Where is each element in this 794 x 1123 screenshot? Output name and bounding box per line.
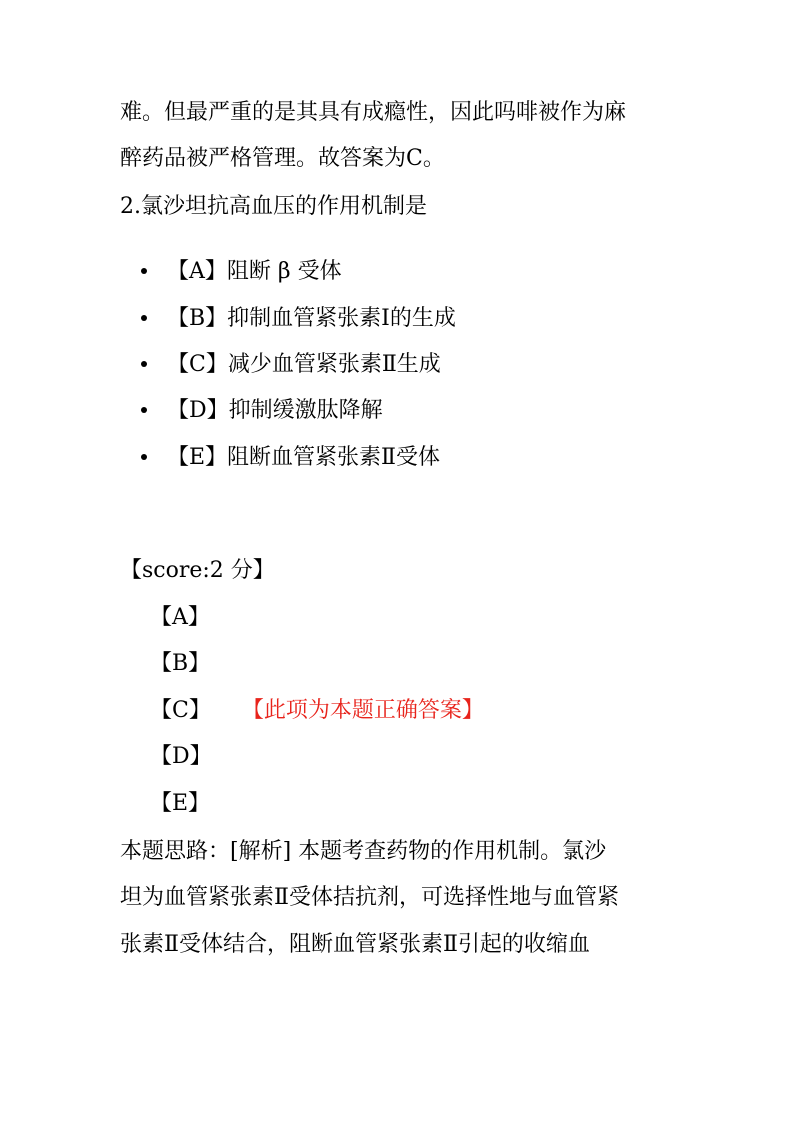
choice-item — [141, 443, 440, 473]
choice-item — [141, 396, 383, 426]
explanation-line-2: 坦为血管紧张素Ⅱ受体拮抗剂，可选择性地与血管紧 — [120, 885, 619, 910]
answer-option — [150, 603, 210, 633]
bullet-icon — [141, 407, 147, 413]
intro-line-2: 醉药品被严格管理。故答案为C。 — [120, 146, 445, 171]
correct-answer-note: 【此项为本题正确答案】 — [252, 698, 484, 723]
answer-option — [150, 649, 210, 679]
choice-text: 【D】抑制缓激肽降解 — [167, 398, 383, 423]
choice-item — [141, 350, 441, 380]
answer-option-label: 【C】 — [150, 698, 211, 723]
question-text: 2.氯沙坦抗高血压的作用机制是 — [120, 194, 427, 219]
intro-line-1: 难。但最严重的是其具有成瘾性，因此吗啡被作为麻 — [120, 100, 627, 125]
choice-text: 【B】抑制血管紧张素Ⅰ的生成 — [167, 306, 456, 331]
answer-option — [150, 789, 210, 819]
answer-option-label: 【E】 — [150, 791, 211, 816]
bullet-icon — [141, 454, 147, 460]
score-label: 【score:2 分】 — [120, 558, 275, 583]
answer-option — [150, 696, 484, 726]
bullet-icon — [141, 361, 147, 367]
answer-option — [150, 742, 212, 772]
answer-option-label: 【D】 — [150, 744, 212, 769]
explanation-line-1: 本题思路：[解析] 本题考查药物的作用机制。氯沙 — [120, 839, 607, 864]
choice-item — [141, 257, 342, 287]
choice-item — [141, 304, 456, 334]
bullet-icon — [141, 268, 147, 274]
answer-option-label: 【A】 — [150, 605, 210, 630]
answer-option-label: 【B】 — [150, 651, 211, 676]
choice-text: 【E】阻断血管紧张素Ⅱ受体 — [167, 445, 441, 470]
choice-text: 【A】阻断 β 受体 — [167, 259, 342, 284]
bullet-icon — [141, 315, 147, 321]
explanation-line-3: 张素Ⅱ受体结合，阻断血管紧张素Ⅱ引起的收缩血 — [120, 932, 590, 957]
choice-text: 【C】减少血管紧张素Ⅱ生成 — [167, 352, 441, 377]
